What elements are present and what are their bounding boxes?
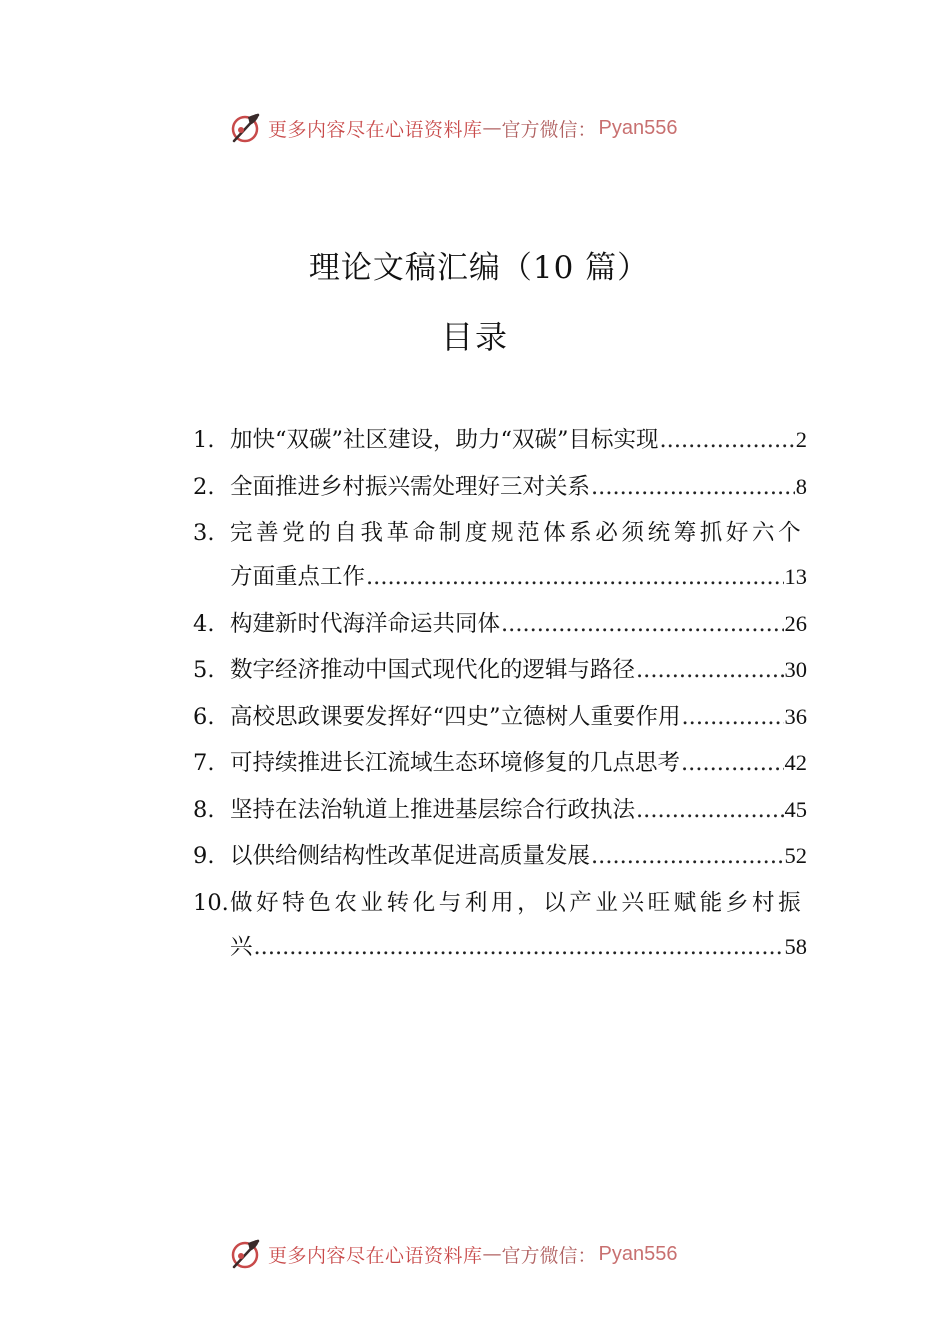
toc-leader-dots (636, 648, 783, 692)
toc-title: 以供给侧结构性改革促进高质量发展 (230, 843, 591, 869)
toc-page-number: 13 (784, 564, 807, 589)
toc-item-4[interactable] (193, 602, 807, 646)
toc-page-number: 58 (784, 933, 807, 959)
toc-number: 7. (193, 750, 215, 776)
wechat-label: 官方微信： (501, 1244, 597, 1267)
toc-item-7[interactable] (193, 741, 807, 785)
toc-item-6[interactable] (193, 695, 807, 739)
toc-page-number: 26 (784, 610, 807, 636)
toc-page-number: 42 (784, 750, 807, 775)
toc-title: 高校思政课要发挥好“四史”立德树人重要作用 (230, 703, 681, 730)
quill-logo-icon (228, 1237, 262, 1271)
toc-item-10[interactable] (193, 881, 807, 969)
toc-title-line1: 做好特色农业转化与利用，以产业兴旺赋能乡村振 (230, 889, 805, 916)
toc-leader-dots (660, 418, 795, 462)
footer-banner (228, 1236, 678, 1272)
toc-title: 方面重点工作 (230, 564, 366, 590)
toc-page-number: 2 (795, 427, 807, 452)
quill-logo-icon (228, 111, 262, 145)
toc-item-2[interactable] (193, 465, 807, 509)
toc-number: 8. (193, 796, 215, 823)
toc-title: 兴 (230, 933, 253, 960)
toc-heading: 目录 (440, 318, 509, 356)
toc-title: 数字经济推动中国式现代化的逻辑与路径 (230, 657, 636, 683)
banner-dash: — (482, 117, 502, 139)
toc-leader-dots (591, 465, 795, 509)
toc-leader-dots (254, 925, 784, 969)
toc-page-number: 8 (795, 473, 807, 499)
wechat-label: 官方微信： (501, 118, 597, 141)
banner-dash: — (482, 1243, 502, 1265)
toc-number: 2. (193, 473, 215, 500)
promo-text: 更多内容尽在心语资料库 (268, 118, 483, 141)
toc-page-number: 52 (784, 843, 807, 868)
wechat-id: Pyan556 (598, 1242, 678, 1265)
toc-number: 9. (193, 843, 215, 869)
table-of-contents (193, 418, 807, 971)
toc-title: 构建新时代海洋命运共同体 (230, 610, 501, 637)
toc-title-line1: 完善党的自我革命制度规范体系必须统筹抓好六个 (230, 520, 805, 546)
toc-title: 全面推进乡村振兴需处理好三对关系 (230, 473, 591, 500)
toc-number: 3. (193, 520, 215, 546)
toc-leader-dots (501, 602, 783, 646)
toc-page-number: 45 (784, 796, 807, 822)
toc-leader-dots (366, 555, 783, 599)
toc-title: 可持续推进长江流域生态环境修复的几点思考 (230, 750, 681, 776)
wechat-id: Pyan556 (598, 116, 678, 139)
promo-text: 更多内容尽在心语资料库 (268, 1244, 483, 1267)
toc-title: 坚持在法治轨道上推进基层综合行政执法 (230, 796, 636, 823)
toc-leader-dots (681, 741, 783, 785)
toc-item-1[interactable] (193, 418, 807, 462)
toc-title: 加快“双碳”社区建设，助力“双碳”目标实现 (230, 427, 659, 453)
toc-number: 4. (193, 610, 215, 637)
toc-item-9[interactable] (193, 834, 807, 878)
toc-page-number: 36 (784, 703, 807, 729)
toc-number: 6. (193, 703, 215, 730)
toc-leader-dots (682, 695, 784, 739)
toc-number: 5. (193, 657, 215, 683)
toc-number: 10. (193, 889, 229, 916)
toc-leader-dots (591, 834, 783, 878)
toc-leader-dots (636, 788, 783, 832)
toc-page-number: 30 (784, 657, 807, 682)
toc-item-8[interactable] (193, 788, 807, 832)
toc-number: 1. (193, 427, 215, 453)
header-banner (228, 110, 678, 146)
toc-item-3[interactable] (193, 511, 807, 599)
document-title: 理论文稿汇编（10 篇） (308, 250, 650, 286)
toc-item-5[interactable] (193, 648, 807, 692)
